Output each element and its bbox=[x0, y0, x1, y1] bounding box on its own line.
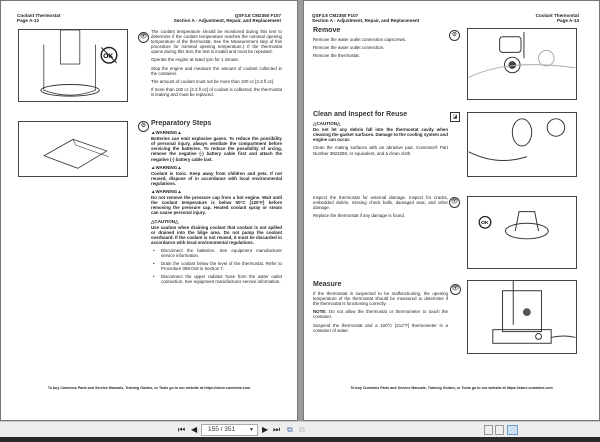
first-page-button[interactable]: ⏮ bbox=[178, 425, 186, 434]
list-item: • Disconnect the upper radiator hose from the water outlet connection. See equipment manufacturer service information. bbox=[151, 274, 282, 284]
copy-icon[interactable]: ⧉ bbox=[287, 425, 293, 434]
preparatory-steps bbox=[151, 121, 282, 288]
right-header-left bbox=[312, 13, 419, 23]
left-header-left bbox=[17, 13, 60, 23]
page-footer: To buy Cummins Parts and Service Manuals, Training Guides, or Tools go to our website at https://store.cummins.com bbox=[47, 386, 251, 390]
page-number: Page A-13 bbox=[556, 18, 579, 24]
page-number: Page A-12 bbox=[17, 18, 40, 24]
clean-icon: ◪ bbox=[450, 112, 460, 122]
section-name: Coolant Thermostat bbox=[535, 13, 579, 18]
caution-text: Do not let any debris fall into the thermostat cavity when cleaning the gasket surfaces. Damage to the cooling system and engine can occur. bbox=[313, 127, 448, 143]
chevron-down-icon[interactable]: ▼ bbox=[249, 427, 254, 433]
steps-list bbox=[151, 248, 282, 285]
paragraph: If the thermostat is suspected to be malfunctioning, the opening temperature of the thermostat should be measured to determine if the thermostat is functioning correctly. bbox=[313, 291, 448, 307]
right-page bbox=[303, 0, 600, 421]
step: Remove the water outlet connection. bbox=[313, 45, 385, 51]
paragraph: Stop the engine and measure the amount of coolant collected in the container. bbox=[151, 65, 282, 76]
thermostat-figure bbox=[467, 196, 577, 269]
manual-figure bbox=[18, 121, 128, 177]
measure-figure bbox=[467, 280, 577, 354]
warning-label: ▲WARNING▲ bbox=[151, 189, 182, 195]
test-instructions bbox=[151, 29, 282, 100]
section-heading: Clean and Inspect for Reuse bbox=[313, 111, 408, 118]
wrench-icon: ⚙ bbox=[449, 30, 460, 41]
previous-page-button[interactable]: ◀ bbox=[191, 425, 198, 434]
paragraph: Suspend the thermostat and a 100°C [212°F] thermometer in a container of water. bbox=[313, 322, 448, 333]
eye-icon: 👁 bbox=[450, 284, 461, 295]
left-header-right bbox=[174, 13, 281, 23]
paragraph: Clean the mating surfaces with an abrasive pad, Cummins® Part Number 3823258, or equivalent, and a clean cloth. bbox=[313, 145, 448, 156]
paragraph: Inspect the thermostat for external damage. Inspect for cracks, embedded debris, missing check balls, damaged seat, and other damage. bbox=[313, 195, 448, 211]
model: QSF3.8 CM2350 F107 bbox=[312, 13, 359, 18]
eye-icon: 👁 bbox=[138, 32, 149, 43]
eye-icon: 👁 bbox=[449, 197, 460, 208]
page-footer: To buy Cummins Parts and Service Manuals, Training Guides, or Tools go to our website at https://store.cummins.com bbox=[350, 386, 553, 390]
section-title: Section A - Adjustment, Repair, and Replacement bbox=[173, 18, 281, 24]
viewer-toolbar bbox=[0, 421, 600, 437]
cavity-figure bbox=[467, 112, 577, 177]
step: Remove the water outlet connection capscrews. bbox=[313, 37, 407, 43]
paragraph: The amount of coolant must not be more than 100 cc [3.3 fl oz]. bbox=[151, 78, 275, 84]
left-page bbox=[0, 0, 298, 421]
list-item: • Disconnect the batteries. See equipment manufacturer service information. bbox=[151, 248, 282, 258]
taskbar bbox=[0, 437, 600, 442]
caution-text: Use caution when draining coolant that coolant is not spilled or drained into the bilge area. Do not pump the coolant overboard. If the coolant is not reused, it must be discarded in accordance with local environmental regulations. bbox=[151, 224, 282, 245]
wrench-icon: ⚙ bbox=[138, 121, 149, 132]
two-page-view-button[interactable] bbox=[507, 425, 518, 435]
outlet-figure bbox=[467, 28, 577, 100]
model: QSF3.8 CM2350 F107 bbox=[234, 13, 281, 18]
page-indicator: 155 / 351 bbox=[208, 426, 236, 433]
warning-label: ▲WARNING▲ bbox=[151, 164, 182, 170]
list-item: • Drain the coolant below the level of the thermostat. Refer to Procedure 008-018 in Section 7. bbox=[151, 261, 282, 271]
warning-label: ▲WARNING▲ bbox=[151, 130, 182, 136]
warning-text: Coolant is toxic. Keep away from children and pets. If not reused, dispose of in accordance with local environmental regulations. bbox=[151, 170, 282, 186]
section-heading: Remove bbox=[313, 27, 341, 34]
paragraph: Replace the thermostat if any damage is found. bbox=[313, 213, 406, 219]
section-heading: Measure bbox=[313, 281, 342, 288]
remove-section bbox=[313, 28, 448, 61]
warning-text: Do not remove the pressure cap from a hot engine. Wait until the coolant temperature is below 50°C [120°F] before removing the pressure cap. Heated coolant spray or steam can cause personal injury. bbox=[151, 195, 282, 216]
paste-icon[interactable]: ⧉ bbox=[299, 425, 305, 434]
warning-text: Batteries can emit explosive gases. To reduce the possibility of personal injury, always ventilate the compartment before servicing the batteries. To reduce the possibility of arcing, remove the negative (-) battery cable first and attach the negative (-) battery cable last. bbox=[151, 136, 282, 162]
inspect-section bbox=[313, 195, 448, 221]
svg-text:OK: OK bbox=[481, 221, 489, 227]
beaker-figure bbox=[18, 29, 128, 102]
page-number-input[interactable] bbox=[201, 424, 258, 436]
section-title: Section A - Adjustment, Repair, and Replacement bbox=[312, 18, 420, 24]
paragraph: Operate the engine at rated rpm for 1 minute. bbox=[151, 57, 240, 63]
step: Remove the thermostat. bbox=[313, 53, 360, 59]
clean-section bbox=[313, 112, 448, 159]
section-heading: Preparatory Steps bbox=[151, 120, 212, 127]
note: NOTE: Do not allow the thermostat or thermometer to touch the container. bbox=[313, 309, 448, 320]
right-header-right bbox=[536, 13, 579, 23]
svg-text:OK: OK bbox=[103, 53, 114, 61]
caution-label: △CAUTION△ bbox=[151, 218, 179, 224]
single-page-view-button[interactable] bbox=[484, 425, 493, 435]
caution-label: △CAUTION△ bbox=[313, 121, 341, 127]
next-page-button[interactable]: ▶ bbox=[262, 425, 269, 434]
paragraph: The coolant temperature should be monitored during this test to determine if the coolant temperature reaches the nominal opening temperature of the thermostat. See the Measurement step of this procedure for nominal opening temperature.) If the thermostat opens during this test, the test is invalid and must be repeated. bbox=[151, 29, 282, 55]
section-name: Coolant Thermostat bbox=[17, 13, 61, 18]
continuous-view-button[interactable] bbox=[495, 425, 504, 435]
paragraph: If more than 100 cc [3.3 fl oz] of coolant is collected, the thermostat is leaking and must be replaced. bbox=[151, 86, 282, 97]
last-page-button[interactable]: ⏭ bbox=[273, 425, 281, 434]
measure-section bbox=[313, 282, 448, 336]
